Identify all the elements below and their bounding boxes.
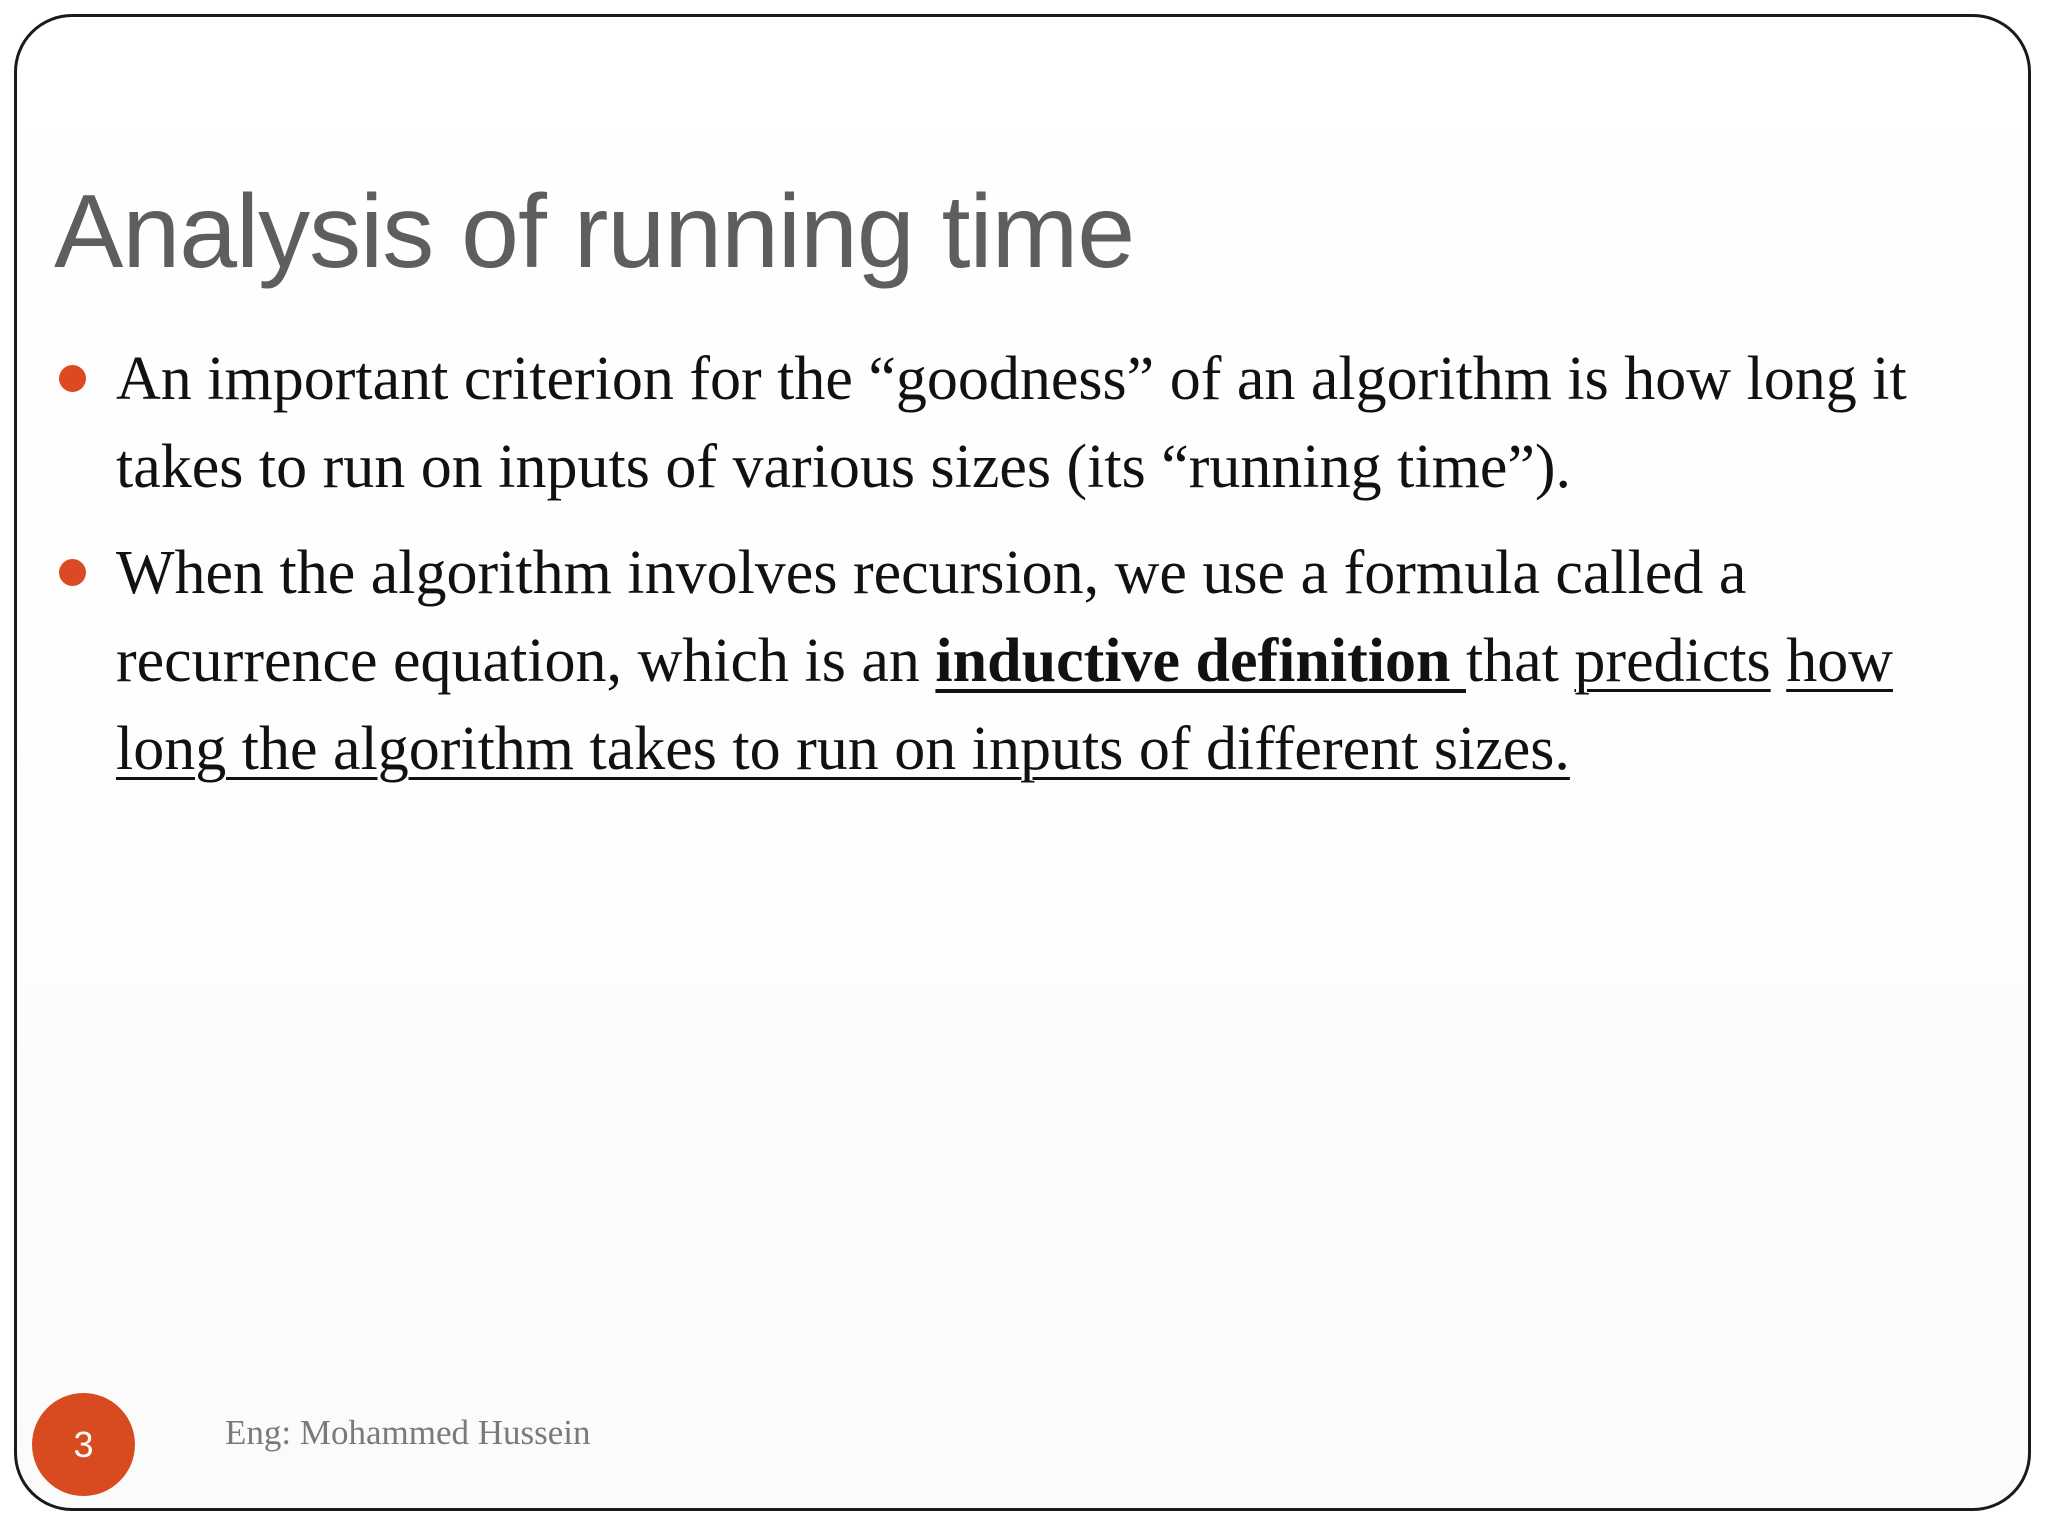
page-number-badge	[32, 1393, 135, 1496]
footer-author: Eng: Mohammed Hussein	[225, 1413, 591, 1452]
emphasis-term: inductive definition	[935, 627, 1466, 695]
bullet-dot-icon	[59, 559, 86, 586]
underlined-text: how long the algorithm takes to run on inputs of different sizes.	[116, 627, 1893, 783]
bullet-dot-icon	[59, 365, 86, 392]
page-number: 3	[73, 1423, 94, 1465]
bullet-list	[0, 335, 2048, 811]
bullet-text-part: that	[1465, 627, 1559, 695]
bullet-text-space	[1771, 627, 1787, 695]
underlined-text: predicts	[1574, 627, 1771, 695]
bullet-text: An important criterion for the “goodness” of an algorithm is how long it takes to run on inputs of various sizes (its “running time”).	[116, 345, 1907, 501]
bullet-item	[0, 529, 2048, 793]
bullet-text-part: When the algorithm involves recursion, we use a formula called a recurrence equation, which is an	[116, 539, 1747, 695]
bullet-item	[0, 335, 2048, 511]
slide-title: Analysis of running time	[54, 174, 1135, 290]
